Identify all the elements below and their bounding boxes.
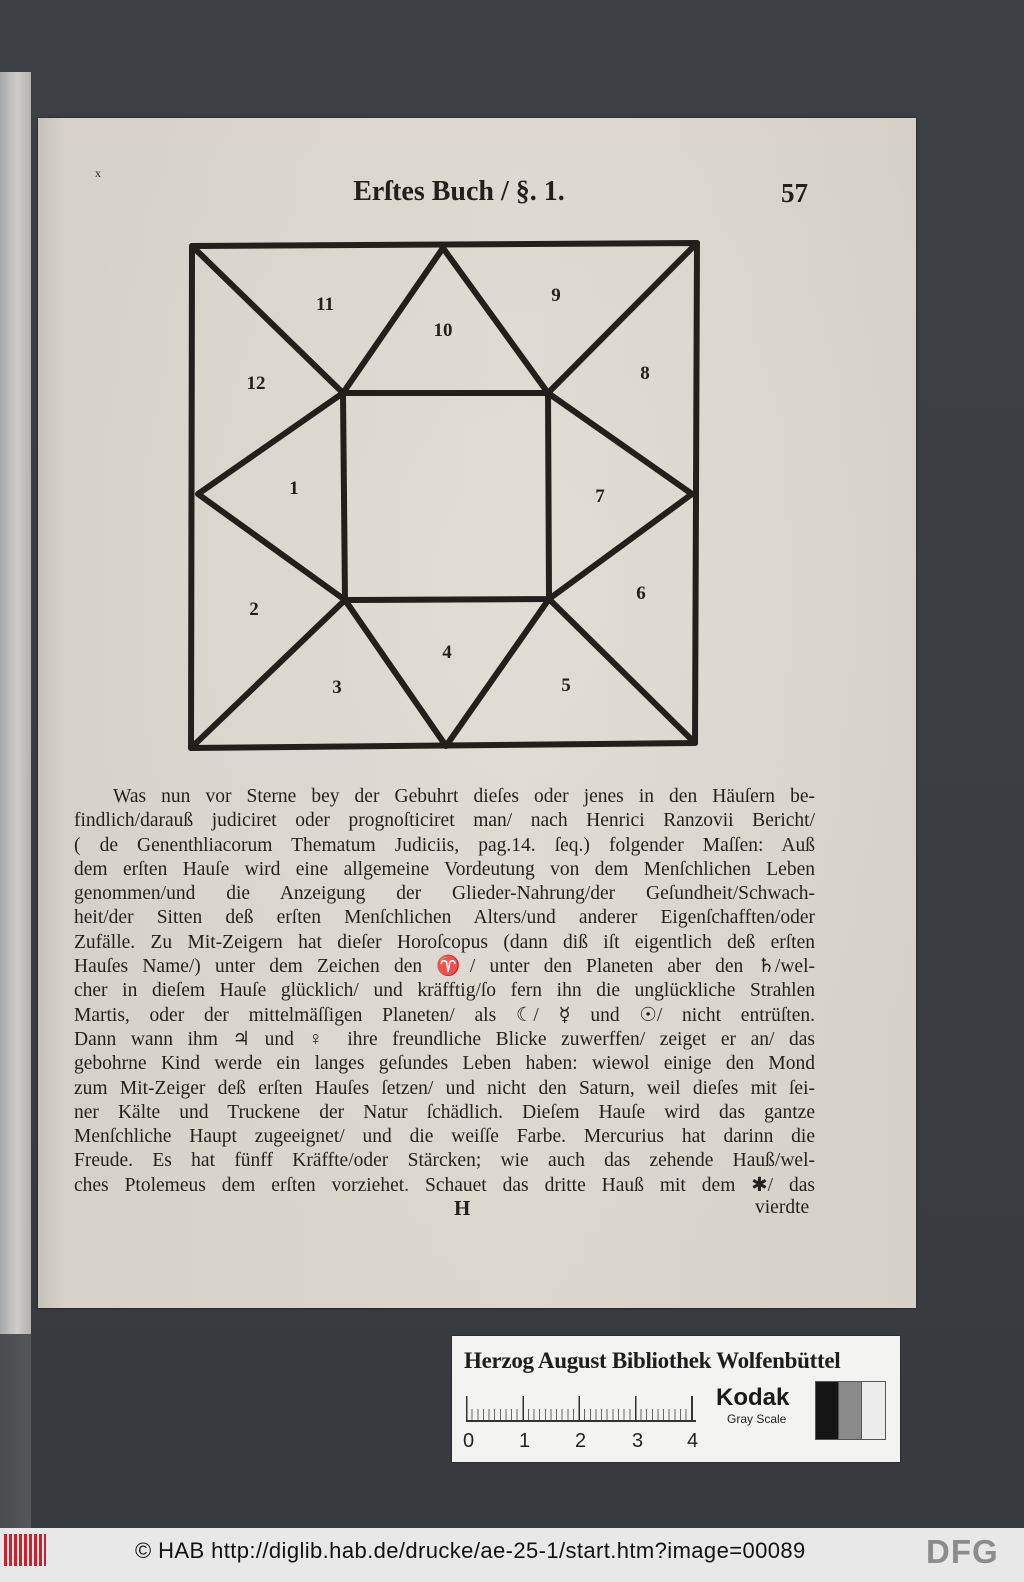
page-number: 57 [781, 178, 808, 208]
text-line: genommen/und die Anzeigung der Glieder-Nahrung/der Geſundheit/Schwach- [74, 883, 815, 905]
text-line: Freude. Es hat fünff Kräffte/oder Stärcken; wie auch das zehende Hauß/wel- [74, 1150, 815, 1172]
text-line: ner Kälte und Truckene der Natur ſchädlich. Dieſem Hauſe wird das gantze [74, 1101, 815, 1123]
gray-patch-light [861, 1381, 886, 1440]
ruler-number: 2 [575, 1430, 587, 1452]
horoscope-diagram [38, 118, 916, 818]
house-label-6: 6 [636, 583, 646, 604]
page-mark: x [95, 166, 101, 180]
signature-mark: H [454, 1196, 471, 1220]
gray-patch-mid [838, 1381, 863, 1440]
text-line: zum Mit-Zeiger deß erſten Hauſes ſetzen/ und nicht den Saturn, weil dieſes mit ſei- [74, 1077, 815, 1099]
ruler-number: 1 [519, 1430, 531, 1452]
ruler-number: 0 [463, 1430, 475, 1452]
diagram-triangle-right [548, 393, 692, 599]
kodak-brand: Kodak [716, 1384, 790, 1411]
house-label-3: 3 [332, 677, 342, 698]
diagram-line-top-right [548, 243, 697, 393]
ruler-number: 4 [687, 1430, 699, 1452]
house-label-7: 7 [595, 486, 605, 507]
text-line: Hauſes Name/) unter dem Zeichen den ♈/ unter den Planeten aber den ♄/wel- [74, 956, 815, 978]
book-edge-lower [0, 1334, 31, 1528]
text-line: Was nun vor Sterne bey der Gebuhrt dieſes oder jenes in den Häuſern be- [113, 786, 815, 807]
text-line: cher in dieſem Hauſe glücklich/ und kräfftig/ſo fern ihn die unglückliche Strahlen [74, 980, 815, 1002]
viewer-footer-bar [0, 1528, 1024, 1582]
house-label-5: 5 [561, 675, 571, 696]
book-edge-strip [0, 72, 31, 1334]
house-label-9: 9 [551, 285, 561, 306]
diagram-inner-square [343, 393, 549, 600]
house-label-1: 1 [289, 478, 299, 499]
text-line: ( de Genenthliacorum Thematum Judiciis, pag.14. ſeq.) folgender Maſſen: Auß [74, 834, 815, 856]
gray-scale-label: Gray Scale [727, 1412, 787, 1426]
text-line: Dann wann ihm ♃ und ♀ ihre freundliche Blicke zuwerffen/ zeiget er an/ das [74, 1028, 815, 1050]
house-label-4: 4 [442, 642, 452, 663]
text-line: dem erſten Hauſe wird eine allgemeine Vordeutung von dem Menſchlichen Leben [74, 858, 815, 880]
body-paragraph [74, 785, 815, 1198]
ruler-scale [466, 1394, 696, 1422]
color-calibration-card [452, 1336, 900, 1462]
text-line: Zufälle. Zu Mit-Zeigern hat dieſer Horoſcopus (dann diß iſt eigentlich deß erſten [74, 931, 815, 953]
gray-patch-black [815, 1381, 840, 1440]
house-label-8: 8 [640, 363, 650, 384]
text-line: ches Ptolemeus dem erſten vorziehet. Schauet das dritte Hauß mit dem ✱/ das [74, 1174, 815, 1196]
copyright-url: © HAB http://diglib.hab.de/drucke/ae-25-1/start.htm?image=00089 [135, 1538, 806, 1563]
text-line: Martis, oder der mittelmäſſigen Planeten/ als ☾/ ☿ und ☉/ nicht entrüſten. [74, 1004, 815, 1026]
diagram-triangle-left [198, 393, 345, 600]
hab-barcode-logo-icon [4, 1534, 46, 1566]
text-line: gebohrne Kind werde ein langes geſundes Leben haben: wiewol einige den Mond [74, 1053, 815, 1075]
running-head: Erſtes Buch / §. 1. [353, 176, 565, 207]
diagram-line-top-left [192, 246, 343, 393]
house-label-2: 2 [249, 599, 259, 620]
house-label-12: 12 [246, 373, 266, 394]
text-line: findlich/darauß judiciret oder prognoſticiret man/ nach Henrici Ranzovii Bericht/ [74, 810, 815, 832]
catchword: vierdte [755, 1197, 810, 1218]
diagram-line-bottom-left [191, 600, 345, 748]
dfg-logo: DFG [926, 1533, 999, 1570]
house-label-11: 11 [316, 294, 334, 315]
book-page [38, 118, 916, 1308]
card-institution-title: Herzog August Bibliothek Wolfenbüttel [464, 1348, 841, 1373]
diagram-triangle-bottom [345, 599, 549, 746]
house-label-10: 10 [433, 320, 453, 341]
text-line: heit/der Sitten deß erſten Menſchlichen Alters/und anderer Eigenſchafften/oder [74, 907, 815, 929]
diagram-line-bottom-right [549, 599, 695, 743]
ruler-number: 3 [632, 1430, 644, 1452]
text-line: Menſchliche Haupt zugeeignet/ und die weiſſe Farbe. Mercurius hat darinn die [74, 1126, 815, 1148]
